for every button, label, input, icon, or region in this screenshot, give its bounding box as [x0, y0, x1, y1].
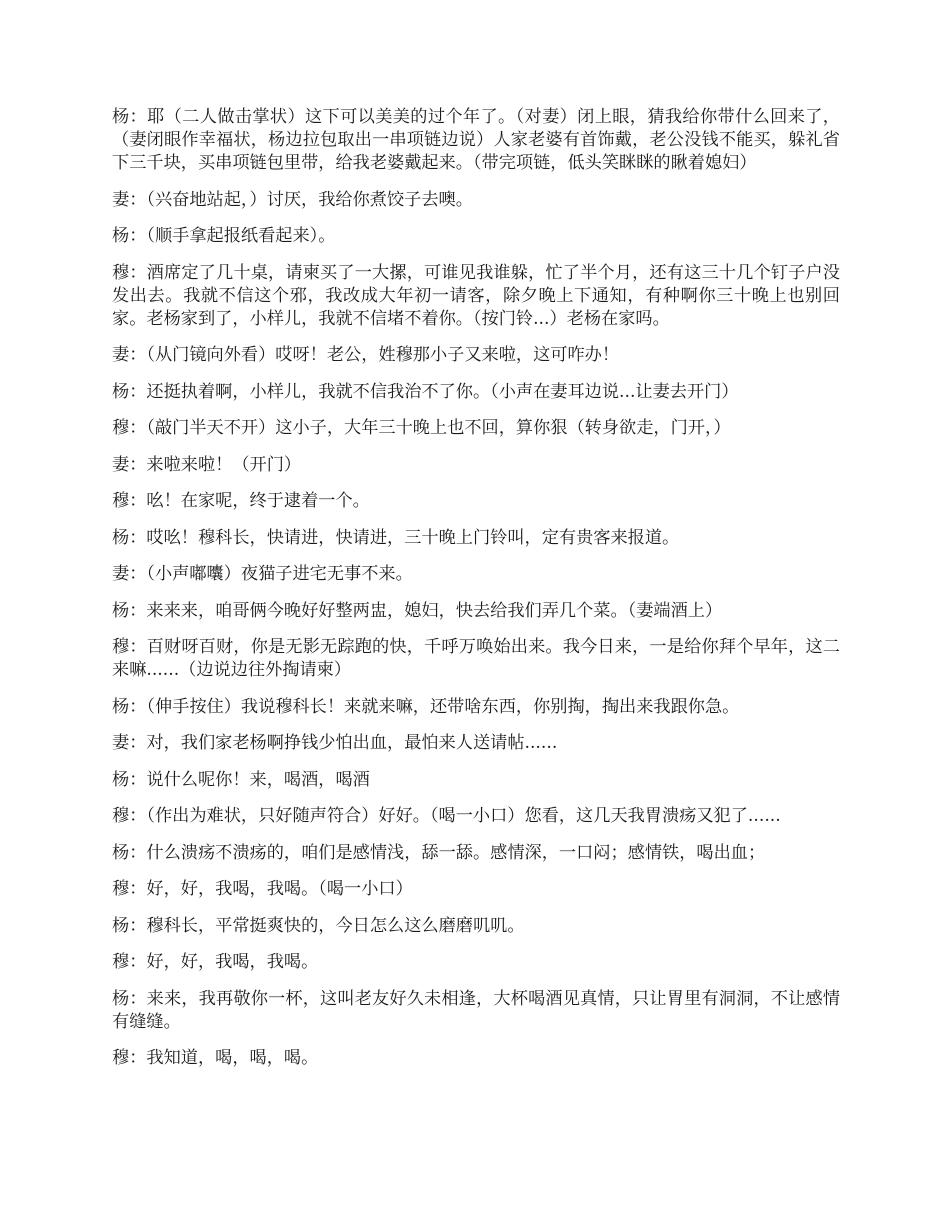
dialogue-line-4: 穆：酒席定了几十桌，请柬买了一大摞，可谁见我谁躲，忙了半个月，还有这三十几个钉子户没发出去。我就不信这个邪，我改成大年初一请客，除夕晚上下通知，有种啊你三十晚上也别回家。老杨家到了，小样儿，我就不信堵不着你。（按门铃...）老杨在家吗。	[112, 262, 840, 329]
dialogue-line-14: 杨：（伸手按住）我说穆科长！来就来嘛，还带啥东西，你别掏，掏出来我跟你急。	[112, 696, 740, 717]
dialogue-line-11: 妻：（小声嘟囔）夜猫子进宅无事不来。	[112, 564, 413, 584]
dialogue-line-6: 杨：还挺执着啊，小样儿，我就不信我治不了你。（小声在妻耳边说...让妻去开门）	[112, 381, 739, 402]
dialogue-line-20: 杨：穆科长，平常挺爽快的，今日怎么这么磨磨叽叽。	[112, 915, 525, 936]
dialogue-line-7: 穆：（敲门半天不开）这小子，大年三十晚上也不回，算你狠（转身欲走，门开，）	[112, 418, 731, 438]
dialogue-line-23: 穆：我知道，喝，喝，喝。	[112, 1048, 319, 1068]
dialogue-line-16: 杨：说什么呢你！来，喝酒，喝酒	[112, 769, 370, 790]
dialogue-line-3: 杨：（顺手拿起报纸看起来）。	[112, 226, 336, 246]
dialogue-line-1: 杨：耶（二人做击掌状）这下可以美美的过个年了。（对妻）闭上眼，猜我给你带什么回来了，（妻闭眼作幸福状，杨边拉包取出一串项链边说）人家老婆有首饰戴，老公没钱不能买，躲礼省下三千块，买串项链包里带，给我老婆戴起来。（带完项链，低头笑眯眯的瞅着媳妇）	[112, 107, 840, 173]
dialogue-line-5: 妻：（从门镜向外看）哎呀！老公，姓穆那小子又来啦，这可咋办！	[112, 345, 620, 365]
document-body	[112, 106, 840, 1084]
dialogue-line-2: 妻：（兴奋地站起，）讨厌，我给你煮饺子去噢。	[112, 189, 473, 210]
dialogue-line-15: 妻：对，我们家老杨啊挣钱少怕出血，最怕来人送请帖......	[112, 733, 558, 753]
dialogue-line-17: 穆：（作出为难状，只好随声符合）好好。（喝一小口）您看，这几天我胃溃疡又犯了......	[112, 806, 781, 826]
dialogue-line-8: 妻：来啦来啦！（开门）	[112, 454, 302, 475]
dialogue-line-18: 杨：什么溃疡不溃疡的，咱们是感情浅，舔一舔。感情深，一口闷；感情铁，喝出血；	[112, 842, 766, 863]
dialogue-line-19: 穆：好，好，我喝，我喝。（喝一小口）	[112, 879, 413, 899]
dialogue-line-21: 穆：好，好，我喝，我喝。	[112, 952, 319, 972]
dialogue-line-22: 杨：来来，我再敬你一杯，这叫老友好久未相逢，大杯喝酒见真情，只让胃里有洞洞，不让感情有缝缝。	[112, 988, 840, 1032]
dialogue-line-10: 杨：哎吆！穆科长，快请进，快请进，三十晚上门铃叫，定有贵客来报道。	[112, 527, 680, 548]
dialogue-line-12: 杨：来来来，咱哥俩今晚好好整两盅，媳妇，快去给我们弄几个菜。（妻端酒上）	[112, 600, 723, 621]
dialogue-line-13: 穆：百财呀百财，你是无影无踪跑的快，千呼万唤始出来。我今日来，一是给你拜个早年，这二来嘛......（边说边往外掏请柬）	[112, 637, 840, 680]
dialogue-line-9: 穆：吆！在家呢，终于逮着一个。	[112, 491, 370, 511]
